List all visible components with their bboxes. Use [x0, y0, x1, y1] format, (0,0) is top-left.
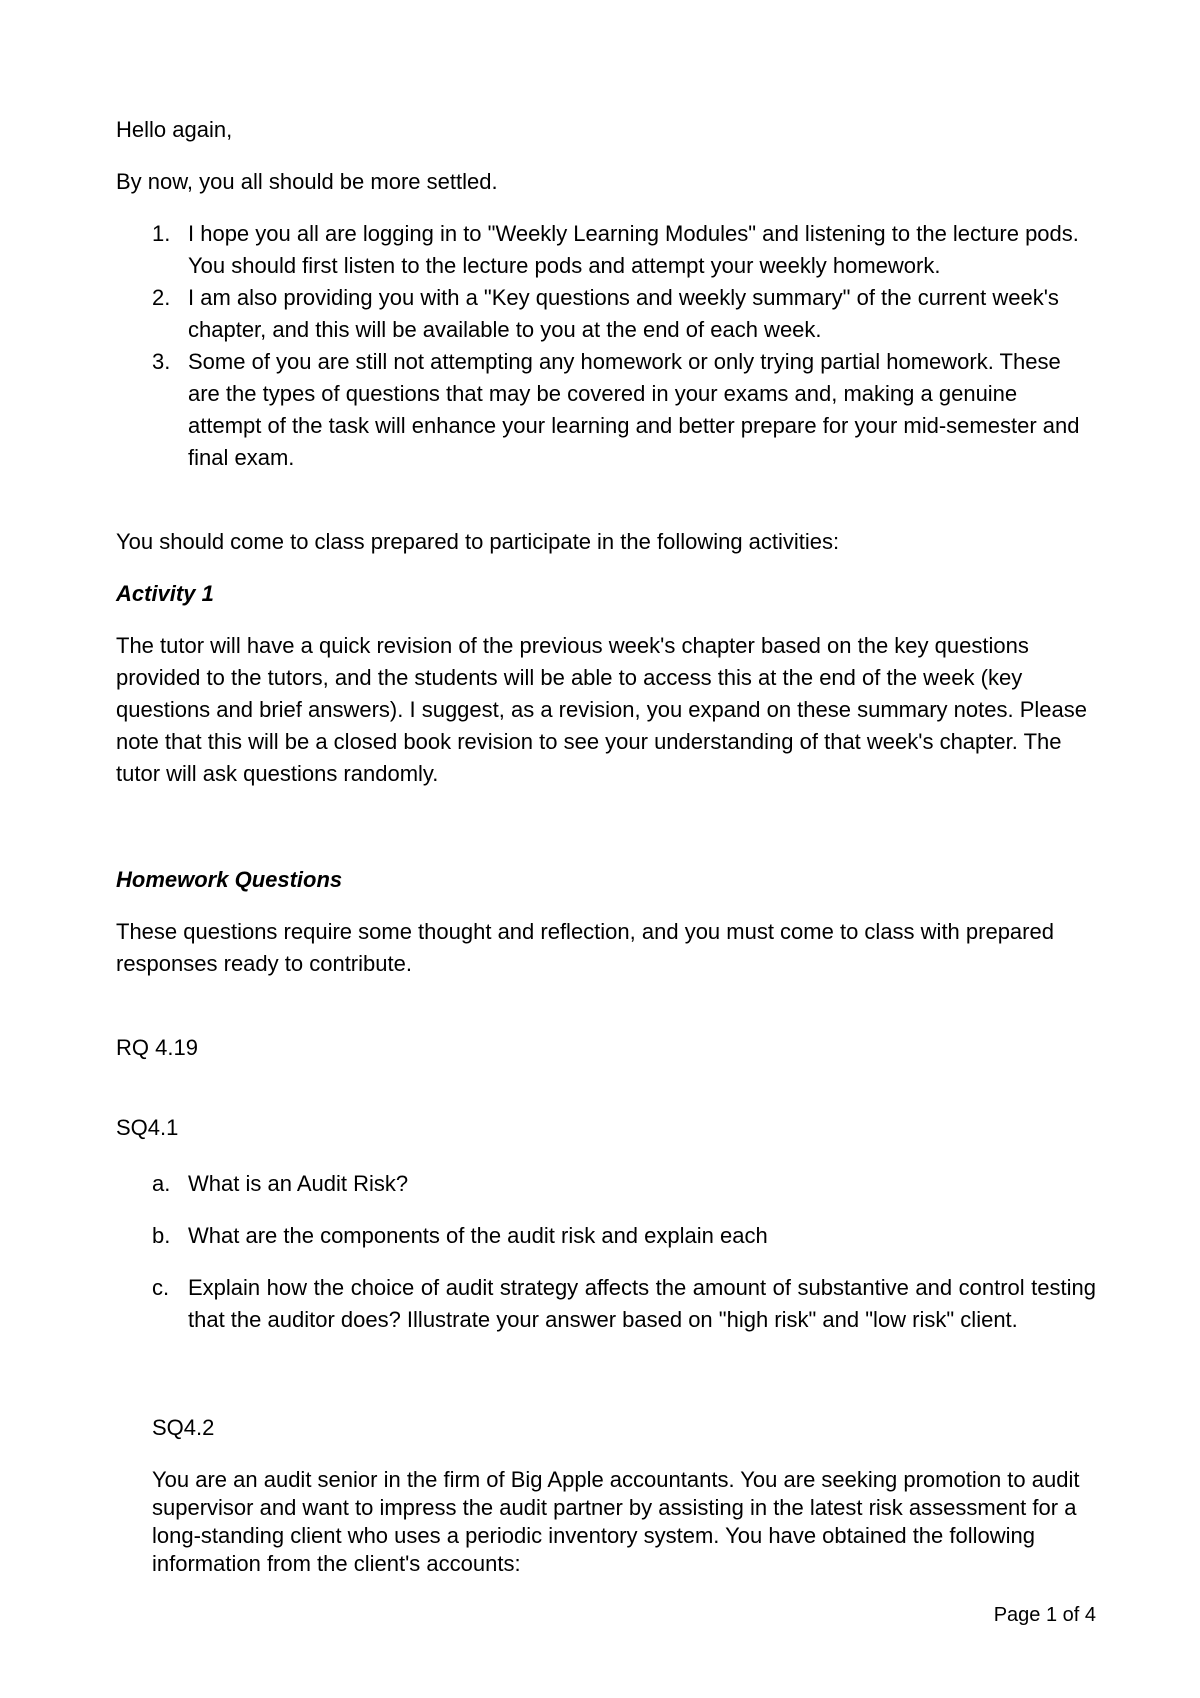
sq41-list	[116, 1168, 1096, 1336]
list-item	[116, 1272, 1096, 1336]
rq-label: RQ 4.19	[116, 1035, 198, 1060]
activity-heading: Activity 1	[116, 581, 214, 606]
list-item	[116, 1168, 1096, 1200]
prepare-paragraph: You should come to class prepared to participate in the following activities:	[116, 529, 840, 554]
list-number: 3.	[152, 349, 171, 374]
activity-paragraph: The tutor will have a quick revision of the previous week's chapter based on the key questions provided to the tutors, and the students will be able to access this at the end of the week (key questions and brief answers). I suggest, as a revision, you expand on these summary notes. Please note that this will be a closed book revision to see your understanding of that week's chapter. The tutor will ask questions randomly.	[116, 633, 1087, 786]
list-item	[116, 1220, 1096, 1252]
list-item-text: I hope you all are logging in to "Weekly Learning Modules" and listening to the lecture pods. You should first listen to the lecture pods and attempt your weekly homework.	[188, 221, 1079, 278]
sq42-paragraph: You are an audit senior in the firm of Big Apple accountants. You are seeking promotion to audit supervisor and want to impress the audit partner by assisting in the latest risk assessment for a long-standing client who uses a periodic inventory system. You have obtained the following information from the client's accounts:	[152, 1467, 1080, 1576]
list-item-text: What is an Audit Risk?	[188, 1171, 409, 1196]
list-item	[116, 282, 1096, 346]
list-item	[116, 218, 1096, 282]
list-item-text: What are the components of the audit risk and explain each	[188, 1223, 768, 1248]
intro-paragraph: By now, you all should be more settled.	[116, 169, 498, 194]
sq41-label: SQ4.1	[116, 1115, 179, 1140]
list-item	[116, 346, 1096, 474]
list-letter: c.	[152, 1275, 170, 1300]
homework-heading: Homework Questions	[116, 867, 343, 892]
numbered-list	[116, 218, 1096, 474]
list-letter: b.	[152, 1223, 171, 1248]
list-number: 1.	[152, 221, 171, 246]
homework-paragraph: These questions require some thought and reflection, and you must come to class with prepared responses ready to contribute.	[116, 919, 1054, 976]
sq42-label: SQ4.2	[152, 1415, 215, 1440]
list-letter: a.	[152, 1171, 171, 1196]
list-item-text: Explain how the choice of audit strategy affects the amount of substantive and control testing that the auditor does? Illustrate your answer based on "high risk" and "low risk" client.	[188, 1275, 1096, 1332]
greeting: Hello again,	[116, 117, 233, 142]
list-item-text: I am also providing you with a "Key questions and weekly summary" of the current week's chapter, and this will be available to you at the end of each week.	[188, 285, 1059, 342]
list-item-text: Some of you are still not attempting any homework or only trying partial homework. These are the types of questions that may be covered in your exams and, making a genuine attempt of the task will enhance your learning and better prepare for your mid-semester and final exam.	[188, 349, 1080, 470]
page-number: Page 1 of 4	[993, 1604, 1096, 1626]
list-number: 2.	[152, 285, 171, 310]
